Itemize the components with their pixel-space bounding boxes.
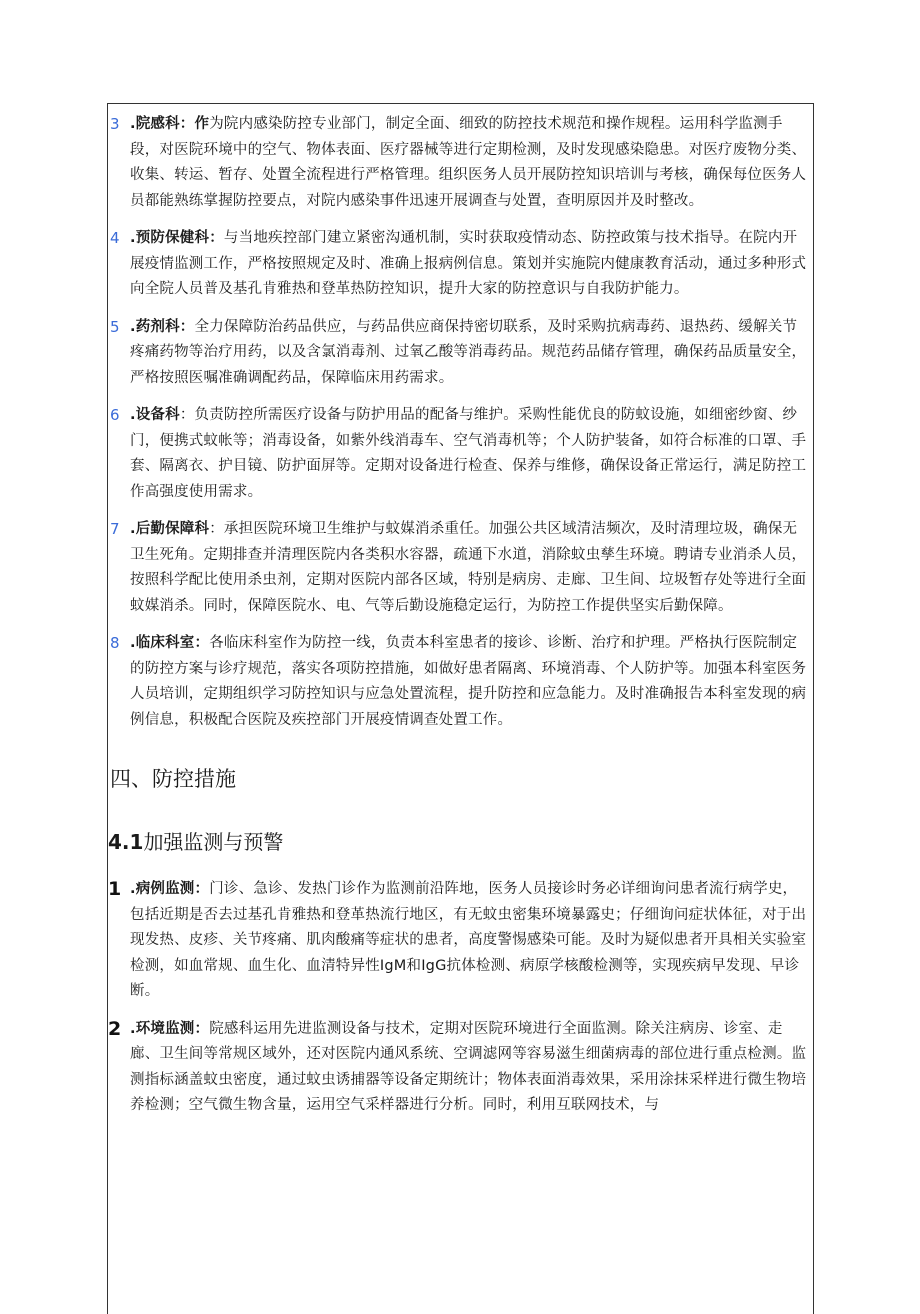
list-item xyxy=(108,112,811,214)
section-heading: 四、防控措施 xyxy=(110,767,236,791)
list-item xyxy=(108,631,811,733)
item-number: 7 xyxy=(110,520,120,538)
list-item xyxy=(108,1017,811,1119)
list-item xyxy=(108,517,811,619)
item-number: 8 xyxy=(110,634,120,652)
item-title: .设备科 xyxy=(130,407,180,423)
item-text: 全力保障防治药品供应，与药品供应商保持密切联系，及时采购抗病毒药、退热药、缓解关节疼痛药物等治疗用药，以及含氯消毒剂、过氧乙酸等消毒药品。规范药品储存管理，确保药品质量安全，严格按照医嘱准确调配药品，保障临床用药需求。 xyxy=(130,318,807,386)
document-content xyxy=(108,112,811,1131)
list-item xyxy=(108,226,811,303)
item-text: ：承担医院环境卫生维护与蚊媒消杀重任。加强公共区域清洁频次，及时清理垃圾，确保无卫生死角。定期排查并清理医院内各类积水容器，疏通下水道，消除蚊虫孳生环境。聘请专业消杀人员，按照科学配比使用杀虫剂，定期对医院内部各区域，特别是病房、走廊、卫生间、垃圾暂存处等进行全面蚊媒消杀。同时，保障医院水、电、气等后勤设施稳定运行，为防控工作提供坚实后勤保障。 xyxy=(130,521,807,614)
item-text: 为院内感染防控专业部门，制定全面、细致的防控技术规范和操作规程。运用科学监测手段，对医院环境中的空气、物体表面、医疗器械等进行定期检测，及时发现感染隐患。对医疗废物分类、收集、转运、暂存、处置全流程进行严格管理。组织医务人员开展防控知识培训与考核，确保每位医务人员都能熟练掌握防控要点，对院内感染事件迅速开展调查与处置，查明原因并及时整改。 xyxy=(130,116,807,209)
item-text: 各临床科室作为防控一线，负责本科室患者的接诊、诊断、治疗和护理。严格执行医院制定的防控方案与诊疗规范，落实各项防控措施，如做好患者隔离、环境消毒、个人防护等。加强本科室医务人员培训，定期组织学习防控知识与应急处置流程，提升防控和应急能力。及时准确报告本科室发现的病例信息，积极配合医院及疾控部门开展疫情调查处置工作。 xyxy=(130,635,807,728)
sub-heading xyxy=(108,825,811,859)
sub-heading-text: 加强监测与预警 xyxy=(143,830,284,854)
item-number: 1 xyxy=(108,878,122,900)
item-number: 4 xyxy=(110,229,120,247)
list-item xyxy=(108,877,811,1005)
item-text: 院感科运用先进监测设备与技术，定期对医院环境进行全面监测。除关注病房、诊室、走廊、卫生间等常规区域外，还对医院内通风系统、空调滤网等容易滋生细菌病毒的部位进行重点检测。监测指标涵盖蚊虫密度，通过蚊虫诱捕器等设备定期统计；物体表面消毒效果，采用涂抹采样进行微生物培养检测；空气微生物含量，运用空气采样器进行分析。同时，利用互联网技术，与 xyxy=(130,1020,807,1113)
sub-heading-number: 4.1 xyxy=(108,830,144,854)
item-title: .院感科：作 xyxy=(130,116,210,132)
item-number: 6 xyxy=(110,406,120,424)
list-item xyxy=(108,315,811,392)
measure-list xyxy=(108,877,811,1119)
list-item xyxy=(108,403,811,505)
item-number: 5 xyxy=(110,317,120,336)
department-list xyxy=(108,112,811,733)
item-title: .药剂科： xyxy=(130,318,195,335)
item-number: 3 xyxy=(110,115,120,133)
item-title: .预防保健科： xyxy=(130,230,224,246)
item-title: .后勤保障科 xyxy=(130,521,210,537)
item-title: .病例监测： xyxy=(130,881,210,897)
item-number: 2 xyxy=(108,1017,122,1040)
item-title: .环境监测： xyxy=(130,1020,210,1037)
item-title: .临床科室： xyxy=(130,635,210,651)
item-text: ：负责防控所需医疗设备与防护用品的配备与维护。采购性能优良的防蚊设施，如细密纱窗、纱门，便携式蚊帐等；消毒设备，如紫外线消毒车、空气消毒机等；个人防护装备，如符合标准的口罩、手套、隔离衣、护目镜、防护面屏等。定期对设备进行检查、保养与维修，确保设备正常运行，满足防控工作高强度使用需求。 xyxy=(130,407,807,500)
item-text: 与当地疾控部门建立紧密沟通机制，实时获取疫情动态、防控政策与技术指导。在院内开展疫情监测工作，严格按照规定及时、准确上报病例信息。策划并实施院内健康教育活动，通过多种形式向全院人员普及基孔肯雅热和登革热防控知识，提升大家的防控意识与自我防护能力。 xyxy=(130,230,807,297)
item-text: 门诊、急诊、发热门诊作为监测前沿阵地，医务人员接诊时务必详细询问患者流行病学史，包括近期是否去过基孔肯雅热和登革热流行地区，有无蚊虫密集环境暴露史；仔细询问症状体征，对于出现发热、皮疹、关节疼痛、肌肉酸痛等症状的患者，高度警惕感染可能。及时为疑似患者开具相关实验室检测，如血常规、血生化、血清特异性IgM和IgG抗体检测、病原学核酸检测等，实现疾病早发现、早诊断。 xyxy=(130,881,807,999)
